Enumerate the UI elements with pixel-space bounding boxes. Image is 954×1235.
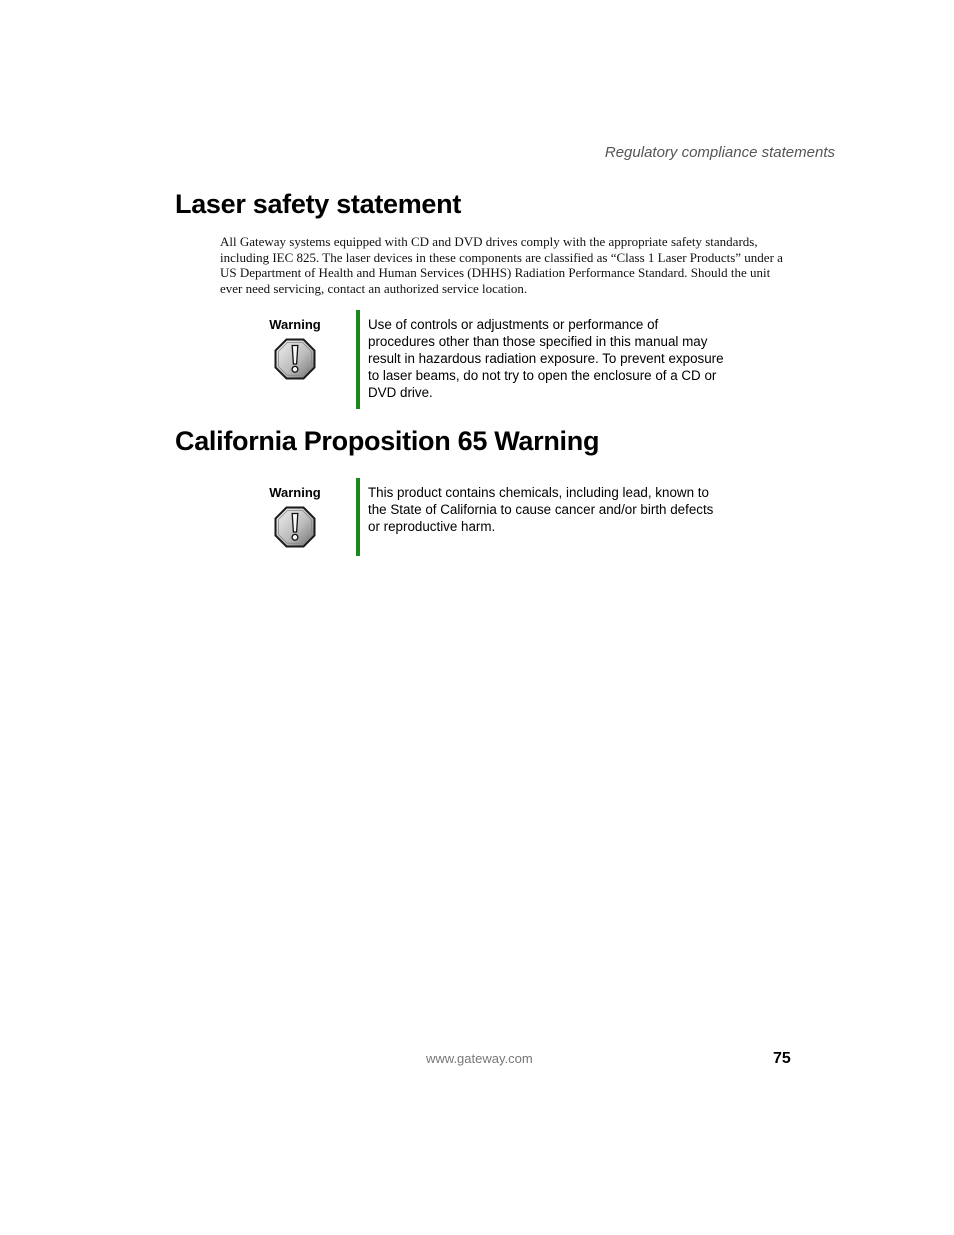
warning-text: Use of controls or adjustments or performance of procedures other than those specified in this manual may result in hazardous radiation exposure. To prevent exposure to laser beams, do not try to open the enclosure of a CD or DVD drive. <box>368 317 724 400</box>
warning-octagon-icon <box>274 506 316 548</box>
warning-box-laser <box>240 310 740 409</box>
warning-octagon-icon <box>274 338 316 380</box>
warning-box-california <box>240 478 740 556</box>
warning-text: This product contains chemicals, including lead, known to the State of California to cause cancer and/or birth defects or reproductive harm. <box>368 485 714 534</box>
running-header: Regulatory compliance statements <box>604 144 835 161</box>
warning-label: Warning <box>269 485 321 500</box>
section-title-laser-safety: Laser safety statement <box>175 189 462 219</box>
section-title-california-prop-65: California Proposition 65 Warning <box>175 426 600 456</box>
page-number: 75 <box>773 1050 791 1067</box>
warning-accent-bar <box>356 310 360 409</box>
warning-label: Warning <box>269 317 321 332</box>
footer-url: www.gateway.com <box>426 1051 533 1066</box>
warning-accent-bar <box>356 478 360 556</box>
laser-safety-paragraph: All Gateway systems equipped with CD and DVD drives comply with the appropriate safety standards, including IEC 825. The laser devices in these components are classified as “Class 1 Laser Products” under a US Department of Health and Human Services (DHHS) Radiation Performance Standard. Should the unit ever need servicing, contact an authorized service location. <box>220 234 783 297</box>
